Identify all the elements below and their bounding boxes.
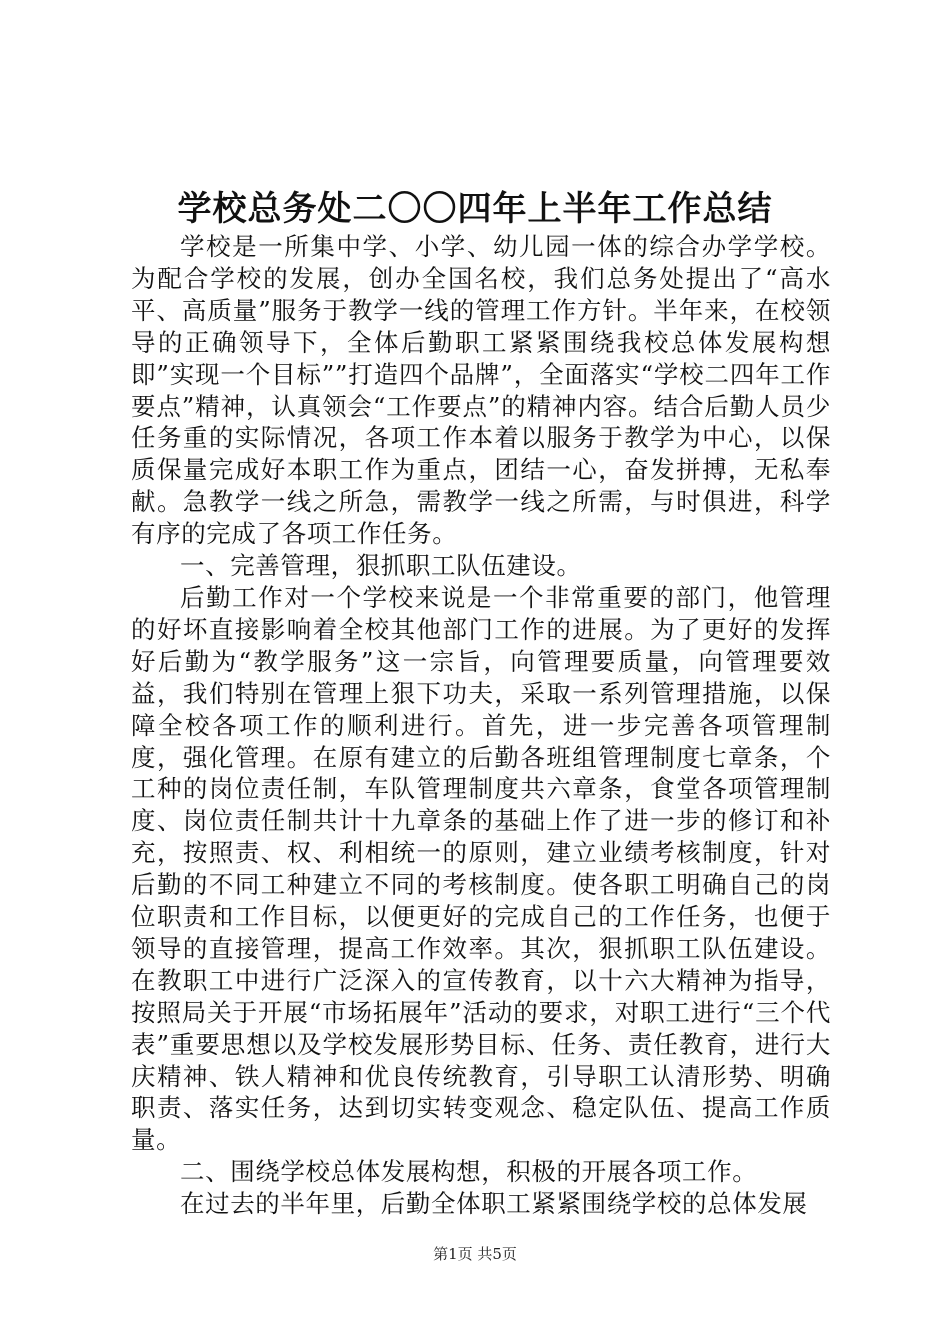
document-body	[131, 231, 831, 1220]
paragraph-management: 后勤工作对一个学校来说是一个非常重要的部门，他管理的好坏直接影响着全校其他部门工作的进展。为了更好的发挥好后勤为“教学服务”这一宗旨，向管理要质量，向管理要效益，我们特别在管理上狠下功夫，采取一系列管理措施，以保障全校各项工作的顺利进行。首先，进一步完善各项管理制度，强化管理。在原有建立的后勤各班组管理制度七章条，个工种的岗位责任制，车队管理制度共六章条，食堂各项管理制度、岗位责任制共计十九章条的基础上作了进一步的修订和补充，按照责、权、利相统一的原则，建立业绩考核制度，针对后勤的不同工种建立不同的考核制度。使各职工明确自己的岗位职责和工作目标，以便更好的完成自己的工作任务，也便于领导的直接管理，提高工作效率。其次，狠抓职工队伍建设。在教职工中进行广泛深入的宣传教育，以十六大精神为指导，按照局关于开展“市场拓展年”活动的要求，对职工进行“三个代表”重要思想以及学校发展形势目标、任务、责任教育，进行大庆精神、铁人精神和优良传统教育，引导职工认清形势、明确职责、落实任务，达到切实转变观念、稳定队伍、提高工作质量。	[131, 582, 831, 1155]
section-heading-1: 一、完善管理，狠抓职工队伍建设。	[180, 551, 582, 581]
paragraph-development: 在过去的半年里，后勤全体职工紧紧围绕学校的总体发展	[180, 1189, 808, 1219]
section-heading-2: 二、围绕学校总体发展构想，积极的开展各项工作。	[180, 1157, 758, 1187]
page-number: 第1页 共5页	[433, 1245, 517, 1263]
document-title: 学校总务处二〇〇四年上半年工作总结	[177, 189, 773, 229]
paragraph-intro: 学校是一所集中学、小学、幼儿园一体的综合办学学校。为配合学校的发展，创办全国名校，我们总务处提出了“高水平、高质量”服务于教学一线的管理工作方针。半年来，在校领导的正确领导下，全体后勤职工紧紧围绕我校总体发展构想即”实现一个目标””打造四个品牌”，全面落实“学校二四年工作要点”精神，认真领会“工作要点”的精神内容。结合后勤人员少任务重的实际情况，各项工作本着以服务于教学为中心，以保质保量完成好本职工作为重点，团结一心，奋发拼搏，无私奉献。急教学一线之所急，需教学一线之所需，与时俱进，科学有序的完成了各项工作任务。	[131, 232, 831, 549]
